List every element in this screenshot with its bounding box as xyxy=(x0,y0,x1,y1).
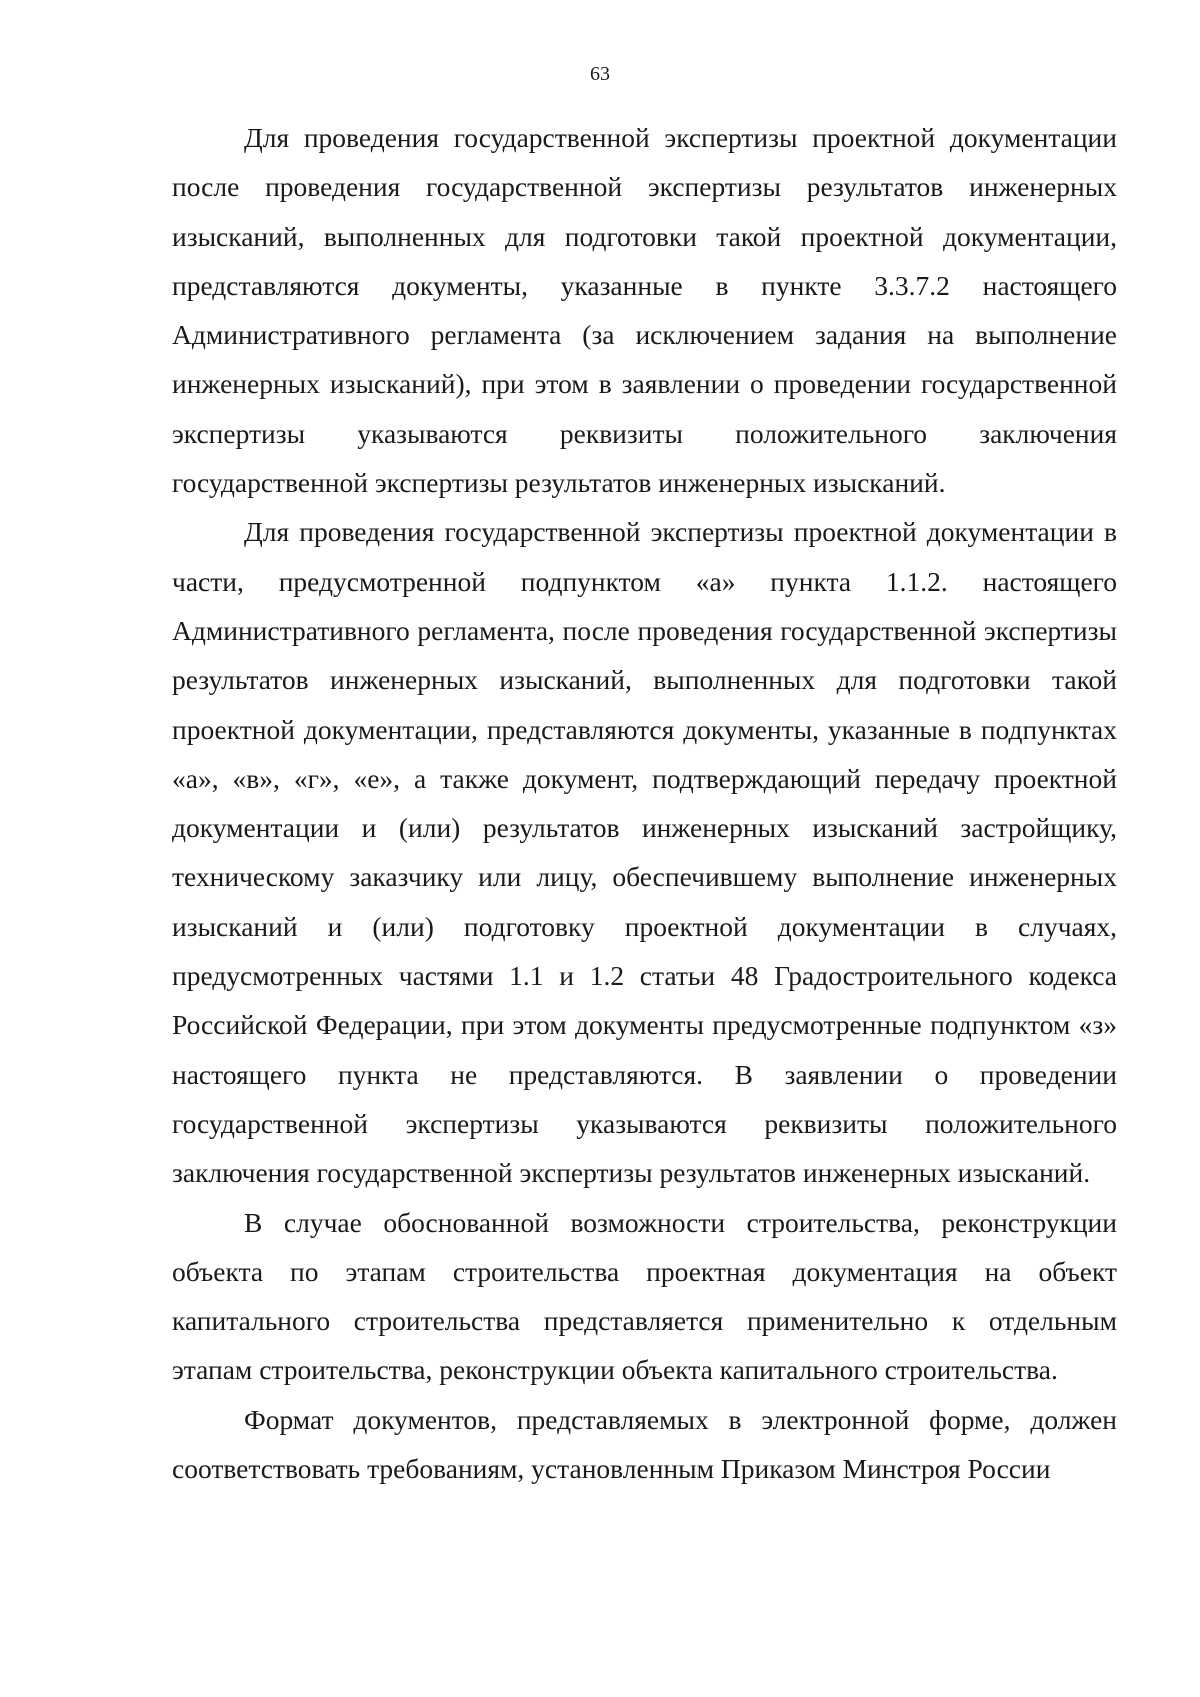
paragraph: Для проведения государственной экспертизы проектной документации после проведения государственной экспертизы результатов инженерных изысканий, выполненных для подготовки такой проектной документации, представляются документы, указанные в пункте 3.3.7.2 настоящего Административного регламента (за исключением задания на выполнение инженерных изысканий), при этом в заявлении о проведении государственной экспертизы указываются реквизиты положительного заключения государственной экспертизы результатов инженерных изысканий. xyxy=(172,122,1117,499)
paragraph: В случае обоснованной возможности строительства, реконструкции объекта по этапам строительства проектная документация на объект капитального строительства представляется применительно к отдельным этапам строительства, реконструкции объекта капитального строительства. xyxy=(172,1206,1117,1386)
page-number: 63 xyxy=(590,63,610,85)
paragraph: Формат документов, представляемых в электронной форме, должен соответствовать требованиям, установленным Приказом Минстроя России xyxy=(172,1403,1117,1485)
document-body xyxy=(172,113,1117,1493)
paragraph: Для проведения государственной экспертизы проектной документации в части, предусмотренной подпунктом «а» пункта 1.1.2. настоящего Административного регламента, после проведения государственной экспертизы результатов инженерных изысканий, выполненных для подготовки такой проектной документации, представляются документы, указанные в подпунктах «а», «в», «г», «е», а также документ, подтверждающий передачу проектной документации и (или) результатов инженерных изысканий застройщику, техническому заказчику или лицу, обеспечившему выполнение инженерных изысканий и (или) подготовку проектной документации в случаях, предусмотренных частями 1.1 и 1.2 статьи 48 Градостроительного кодекса Российской Федерации, при этом документы предусмотренные подпунктом «з» настоящего пункта не представляются. В заявлении о проведении государственной экспертизы указываются реквизиты положительного заключения государственной экспертизы результатов инженерных изысканий. xyxy=(172,516,1117,1189)
